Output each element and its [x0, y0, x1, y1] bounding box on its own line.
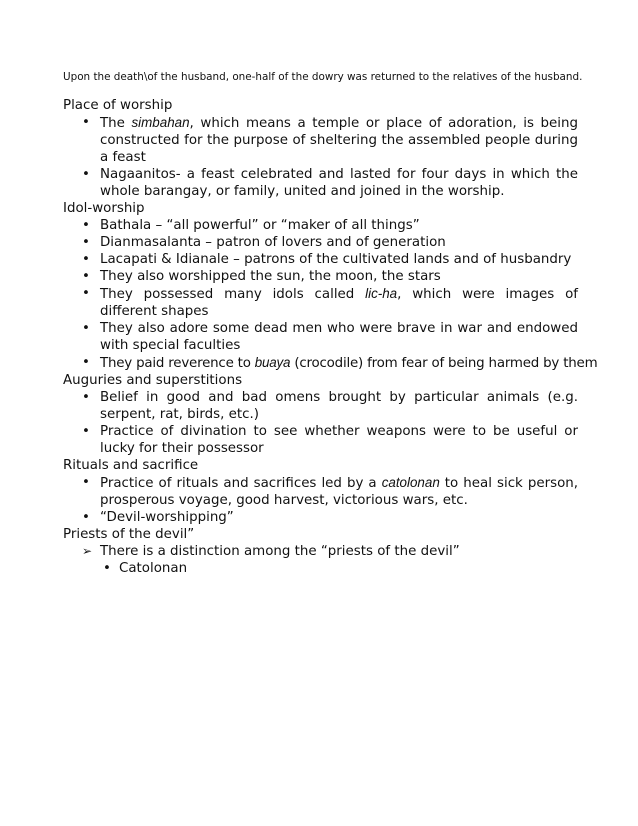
bullet-icon: •	[82, 424, 90, 439]
bullet-icon: •	[82, 115, 90, 130]
bullet-icon: •	[82, 218, 90, 233]
item-text: Belief in good and bad omens brought by particular animals (e.g. serpent, rat, birds, etc.)	[100, 390, 578, 422]
item-italic-term: simbahan	[131, 115, 190, 130]
list-item	[63, 509, 578, 526]
bullet-icon: •	[82, 235, 90, 250]
bullet-icon: •	[82, 390, 90, 405]
item-text: Bathala – “all powerful” or “maker of all things”	[100, 218, 420, 233]
item-text: (crocodile) from fear of being harmed by them	[290, 356, 598, 371]
bullet-icon: •	[82, 286, 90, 301]
bullet-icon: •	[82, 269, 90, 284]
list-item	[63, 543, 578, 560]
item-text: There is a distinction among the “priests of the devil”	[100, 544, 460, 559]
list-idol-worship	[63, 217, 598, 372]
bullet-icon: •	[82, 321, 90, 336]
item-text: Nagaanitos- a feast celebrated and lasted for four days in which the whole barangay, or family, united and joined in the worship.	[100, 167, 578, 199]
item-italic-term: catolonan	[381, 475, 440, 490]
item-text: Catolonan	[119, 561, 188, 576]
list-item	[63, 234, 578, 251]
item-text: Dianmasalanta – patron of lovers and of generation	[100, 235, 446, 250]
list-item	[63, 217, 578, 234]
item-text: , which were images of different shapes	[100, 287, 578, 319]
item-italic-term: buaya	[254, 355, 291, 370]
bullet-icon: •	[82, 510, 90, 525]
heading-idol-worship: Idol-worship	[63, 201, 145, 216]
list-auguries	[63, 389, 578, 457]
heading-auguries: Auguries and superstitions	[63, 373, 243, 388]
bullet-icon: •	[103, 561, 111, 576]
arrow-bullet-icon: ➢	[82, 544, 93, 558]
list-item	[63, 320, 578, 354]
list-item	[63, 474, 578, 509]
heading-priests: Priests of the devil”	[63, 527, 195, 542]
document-page	[63, 70, 598, 577]
item-text: Lacapati & Idianale – patrons of the cultivated lands and of husbandry	[100, 252, 572, 267]
item-italic-term: lic-ha	[365, 286, 398, 301]
list-item	[63, 389, 578, 423]
list-item	[63, 423, 578, 457]
item-text: They paid reverence to	[100, 356, 255, 371]
list-item	[63, 268, 578, 285]
item-text: , which means a temple or place of adoration, is being constructed for the purpose of sheltering the assembled people during a feast	[100, 116, 578, 165]
list-priests	[63, 543, 578, 577]
bullet-icon: •	[82, 252, 90, 267]
intro-paragraph: Upon the death\of the husband, one-half of the dowry was returned to the relatives of the husband.	[63, 71, 583, 83]
item-text: The	[100, 116, 132, 131]
item-text: to heal sick person, prosperous voyage, good harvest, victorious wars, etc.	[100, 476, 579, 508]
list-item	[63, 166, 578, 200]
heading-rituals: Rituals and sacrifice	[63, 458, 199, 473]
item-text: They possessed many idols called	[100, 287, 366, 302]
heading-place-of-worship: Place of worship	[63, 98, 173, 113]
bullet-icon: •	[82, 167, 90, 182]
item-text: They also worshipped the sun, the moon, the stars	[100, 269, 441, 284]
list-item	[63, 251, 578, 268]
item-text: They also adore some dead men who were brave in war and endowed with special faculties	[100, 321, 578, 353]
bullet-icon: •	[82, 475, 90, 490]
list-place-of-worship	[63, 114, 578, 200]
item-text: Practice of divination to see whether weapons were to be useful or lucky for their possessor	[100, 424, 578, 456]
item-text: “Devil-worshipping”	[100, 510, 234, 525]
list-item	[63, 114, 578, 166]
bullet-icon: •	[82, 355, 90, 370]
list-item	[63, 560, 578, 577]
item-text: Practice of rituals and sacrifices led by a	[100, 476, 382, 491]
list-rituals	[63, 474, 578, 526]
list-item	[63, 285, 578, 320]
list-item	[63, 354, 598, 372]
